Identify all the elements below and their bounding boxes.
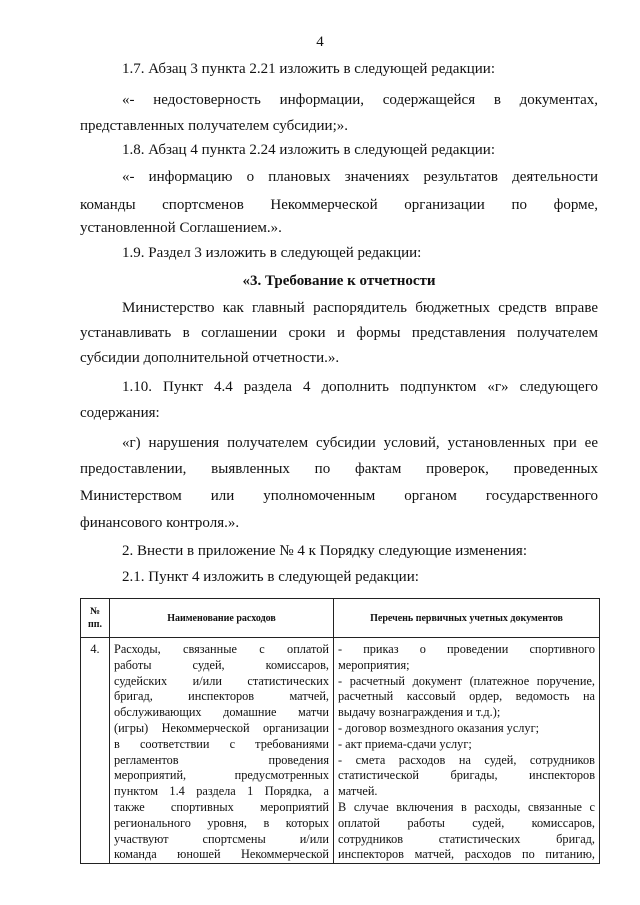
header-documents: Перечень первичных учетных документов	[334, 599, 600, 638]
subpoint-g-line-1: «г) нарушения получателем субсидии условий, установленных при ее	[122, 435, 598, 451]
document-line: - договор возмездного оказания услуг;	[338, 720, 540, 735]
document-line: расчетный кассовый ордер, ведомость на	[338, 689, 595, 704]
table-row	[81, 638, 600, 864]
expense-line: участвуют спортсмены и/или	[114, 831, 329, 846]
page-number: 4	[316, 34, 324, 50]
expense-line: регионального уровня, в которых	[114, 815, 329, 830]
paragraph-1-8-text-line-1: «- информацию о плановых значениях результатов деятельности	[122, 169, 598, 185]
documents-cell	[334, 638, 600, 864]
row-number: 4.	[81, 638, 110, 864]
page-bottom-margin	[0, 870, 640, 905]
document-line: В случае включения в расходы, связанные с	[338, 799, 595, 814]
section-heading: «3. Требование к отчетности	[242, 273, 436, 289]
expense-line: работы судей, комиссаров,	[114, 657, 329, 672]
document-line: сотрудников статистических бригад,	[338, 831, 595, 846]
paragraph-1-7-text-line-2: представленных получателем субсидии;».	[80, 118, 348, 134]
expense-line: бригад, инспекторов матчей,	[114, 689, 329, 704]
document-line: матчей.	[338, 784, 378, 799]
document-line: - акт приема-сдачи услуг;	[338, 736, 472, 751]
paragraph-1-10-line-2: содержания:	[80, 405, 160, 421]
paragraph-1-8-text-line-3: установленной Соглашением.».	[80, 220, 282, 236]
subpoint-g-line-4: финансового контроля.».	[80, 515, 240, 531]
ministry-paragraph-line-1: Министерство как главный распорядитель бюджетных средств вправе	[122, 300, 598, 316]
paragraph-1-8: 1.8. Абзац 4 пункта 2.24 изложить в следующей редакции:	[122, 142, 496, 158]
document-line: статистической бригады, инспекторов	[338, 768, 595, 783]
table-header-row	[81, 599, 600, 638]
expense-line: Расходы, связанные с оплатой	[114, 642, 329, 656]
expense-name-cell	[110, 638, 334, 864]
document-line: - приказ о проведении спортивного	[338, 642, 595, 656]
expense-line: регламентов проведения	[114, 752, 329, 767]
expense-line: также спортивных мероприятий	[114, 799, 329, 814]
paragraph-1-8-text-line-2: команды спортсменов Некоммерческой организации по форме,	[80, 197, 598, 213]
subpoint-g-line-2: предоставлении, выявленных по фактам проверок, проведенных	[80, 461, 598, 477]
paragraph-1-10-line-1: 1.10. Пункт 4.4 раздела 4 дополнить подпунктом «г» следующего	[122, 379, 598, 395]
expense-line: обслуживающих домашние матчи	[114, 705, 329, 720]
document-line: инспекторов матчей, расходов по питанию,	[338, 847, 595, 862]
expense-line: пунктом 1.4 раздела 1 Порядка, а	[114, 784, 329, 799]
header-number: № пп.	[81, 599, 110, 638]
paragraph-2: 2. Внести в приложение № 4 к Порядку следующие изменения:	[122, 543, 527, 559]
document-line: выдачу вознаграждения и т.д.);	[338, 705, 501, 720]
ministry-paragraph-line-3: субсидии дополнительной отчетности.».	[80, 350, 340, 366]
document-line: мероприятия;	[338, 657, 410, 672]
ministry-paragraph-line-2: устанавливать в соглашении сроки и формы представления получателем	[80, 325, 598, 341]
subpoint-g-line-3: Министерством или уполномоченным органом государственного	[80, 488, 598, 504]
expense-line: команда юношей Некоммерческой	[114, 847, 329, 862]
expense-line: судейских и/или статистических	[114, 673, 329, 688]
paragraph-1-9: 1.9. Раздел 3 изложить в следующей редакции:	[122, 245, 422, 261]
paragraph-1-7-text-line-1: «- недостоверность информации, содержащейся в документах,	[122, 92, 598, 108]
document-line: - смета расходов на судей, сотрудников	[338, 752, 595, 767]
header-expense-name: Наименование расходов	[110, 599, 334, 638]
expenses-table	[80, 598, 600, 864]
paragraph-2-1: 2.1. Пункт 4 изложить в следующей редакции:	[122, 569, 419, 585]
document-line: оплатой работы судей, комиссаров,	[338, 815, 595, 830]
expense-line: в соответствии с требованиями	[114, 736, 329, 751]
paragraph-1-7: 1.7. Абзац 3 пункта 2.21 изложить в следующей редакции:	[122, 61, 496, 77]
document-line: - расчетный документ (платежное поручение,	[338, 673, 595, 688]
expense-line: (игры) Некоммерческой организации	[114, 720, 329, 735]
expense-line: мероприятий, предусмотренных	[114, 768, 329, 783]
